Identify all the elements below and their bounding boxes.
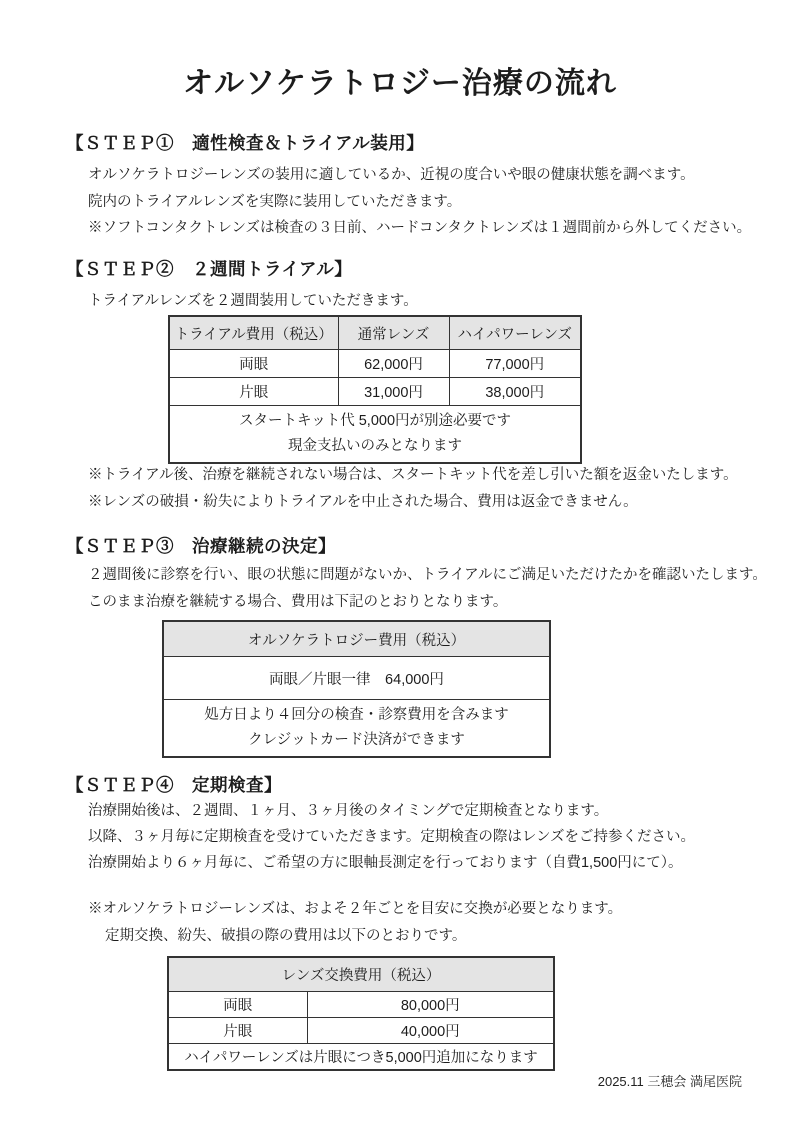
table-note-cell: ハイパワーレンズは片眼につき5,000円追加になります — [168, 1044, 554, 1071]
step1-heading: 【ＳＴＥＰ① 適性検査＆トライアル装用】 — [66, 133, 425, 153]
table-cell: 40,000円 — [307, 1018, 554, 1044]
step2-notes — [88, 462, 738, 516]
table-row — [169, 350, 581, 378]
body-line: トライアルレンズを２週間装用していただきます。 — [88, 293, 418, 309]
table-cell: 80,000円 — [307, 992, 554, 1018]
table-note-line: スタートキット代 5,000円が別途必要です — [238, 413, 512, 429]
table-note-line: クレジットカード決済ができます — [248, 732, 465, 748]
table-row — [163, 657, 550, 700]
table-note-cell — [163, 700, 550, 758]
body-line: オルソケラトロジーレンズの装用に適しているか、近視の度合いや眼の健康状態を調べます。 — [88, 167, 695, 183]
table-row — [169, 406, 581, 464]
doc-footer: 2025.11 三穂会 満尾医院 — [597, 1074, 742, 1089]
table-cell: 38,000円 — [449, 378, 581, 406]
body-line: 治療開始後は、２週間、１ヶ月、３ヶ月後のタイミングで定期検査となります。 — [88, 803, 609, 819]
table-row — [169, 378, 581, 406]
trial-cost-table — [168, 315, 582, 464]
table-note-cell — [169, 406, 581, 464]
table-row — [168, 992, 554, 1018]
table-cell: 31,000円 — [338, 378, 449, 406]
table-header-cell: オルソケラトロジー費用（税込） — [163, 621, 550, 657]
ortho-cost-table — [162, 620, 551, 758]
body-line: このまま治療を継続する場合、費用は下記のとおりとなります。 — [88, 593, 508, 610]
table-header-cell: レンズ交換費用（税込） — [168, 957, 554, 992]
table-row — [168, 1044, 554, 1071]
step4-heading: 【ＳＴＥＰ④ 定期検査】 — [66, 775, 282, 795]
note-line: 定期交換、紛失、破損の際の費用は以下のとおりです。 — [105, 928, 467, 944]
body-line: 以降、３ヶ月毎に定期検査を受けていただきます。定期検査の際はレンズをご持参ください。 — [88, 829, 696, 845]
step1-body — [88, 162, 751, 242]
note-line: ※ソフトコンタクトレンズは検査の３日前、ハードコンタクトレンズは１週間前から外してください。 — [88, 220, 752, 236]
step4-notes — [88, 896, 622, 950]
body-line: 院内のトライアルレンズを実際に装用していただきます。 — [88, 193, 462, 210]
note-line: ※オルソケラトロジーレンズは、およそ２年ごとを目安に交換が必要となります。 — [88, 901, 623, 917]
table-cell: 両眼 — [169, 350, 338, 378]
body-line: ２週間後に診察を行い、眼の状態に問題がないか、トライアルにご満足いただけたかを確認いたします。 — [88, 567, 767, 583]
step2-body — [88, 288, 418, 315]
table-cell: 両眼／片眼一律 64,000円 — [163, 657, 550, 700]
table-cell: 片眼 — [168, 1018, 307, 1044]
note-line: ※トライアル後、治療を継続されない場合は、スタートキット代を差し引いた額を返金いたします。 — [88, 467, 738, 483]
note-line: ※レンズの破損・紛失によりトライアルを中止された場合、費用は返金できません。 — [88, 494, 638, 510]
step3-heading: 【ＳＴＥＰ③ 治療継続の決定】 — [66, 536, 336, 556]
step4-body — [88, 798, 695, 876]
body-line: 治療開始より６ヶ月毎に、ご希望の方に眼軸長測定を行っております（自費1,500円にて）。 — [88, 855, 683, 871]
table-cell: 62,000円 — [338, 350, 449, 378]
page-title: オルソケラトロジー治療の流れ — [183, 67, 617, 100]
table-note-line: 処方日より４回分の検査・診察費用を含みます — [204, 707, 509, 723]
table-header-cell: 通常レンズ — [338, 316, 449, 350]
table-cell: 77,000円 — [449, 350, 581, 378]
table-header-cell: トライアル費用（税込） — [169, 316, 338, 350]
table-cell: 片眼 — [169, 378, 338, 406]
step3-body — [88, 562, 767, 615]
table-row — [168, 1018, 554, 1044]
lens-exchange-table — [167, 956, 555, 1071]
table-note-line: 現金支払いのみとなります — [288, 438, 462, 454]
table-row — [163, 700, 550, 758]
step2-heading: 【ＳＴＥＰ② ２週間トライアル】 — [66, 259, 353, 279]
table-cell: 両眼 — [168, 992, 307, 1018]
table-header-cell: ハイパワーレンズ — [449, 316, 581, 350]
